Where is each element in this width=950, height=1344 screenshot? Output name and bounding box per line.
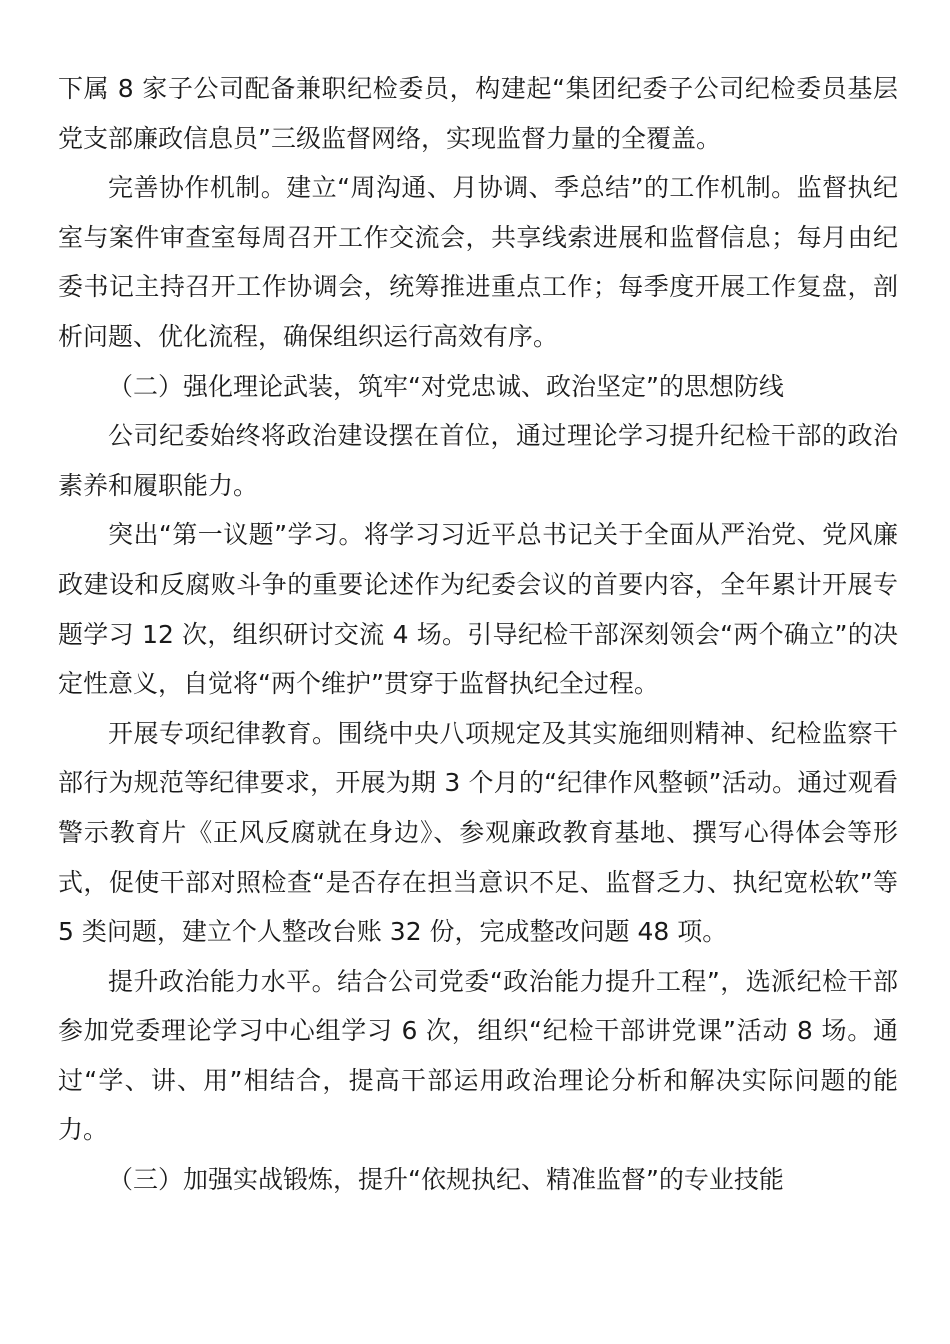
section-heading-3: （三）加强实战锻炼，提升“依规执纪、精准监督”的专业技能	[108, 1165, 784, 1195]
paragraph-discipline-education: 开展专项纪律教育。围绕中央八项规定及其实施细则精神、纪检监察干部行为规范等纪律要求，开展为期 3 个月的“纪律作风整顿”活动。通过观看警示教育片《正风反腐就在身边》、参观廉政教育基地、撰写心得体会等形式，促使干部对照检查“是否存在担当意识不足、监督乏力、执纪宽松软”等 5 类问题，建立个人整改台账 32 份，完成整改问题 48 项。	[58, 718, 898, 947]
paragraph-political-building: 公司纪委始终将政治建设摆在首位，通过理论学习提升纪检干部的政治素养和履职能力。	[58, 421, 898, 500]
paragraph-coordination-mechanism: 完善协作机制。建立“周沟通、月协调、季总结”的工作机制。监督执纪室与案件审查室每周召开工作交流会，共享线索进展和监督信息；每月由纪委书记主持召开工作协调会，统筹推进重点工作；每季度开展工作复盘，剖析问题、优化流程，确保组织运行高效有序。	[58, 173, 898, 351]
paragraph-network: 下属 8 家子公司配备兼职纪检委员，构建起“集团纪委子公司纪检委员基层党支部廉政信息员”三级监督网络，实现监督力量的全覆盖。	[58, 74, 898, 153]
section-heading-2: （二）强化理论武装，筑牢“对党忠诚、政治坚定”的思想防线	[108, 371, 784, 401]
paragraph-political-ability: 提升政治能力水平。结合公司党委“政治能力提升工程”，选派纪检干部参加党委理论学习中心组学习 6 次，组织“纪检干部讲党课”活动 8 场。通过“学、讲、用”相结合，提高干部运用政治理论分析和解决实际问题的能力。	[58, 966, 898, 1145]
paragraph-first-topic-study: 突出“第一议题”学习。将学习习近平总书记关于全面从严治党、党风廉政建设和反腐败斗争的重要论述作为纪委会议的首要内容，全年累计开展专题学习 12 次，组织研讨交流 4 场。引导纪检干部深刻领会“两个确立”的决定性意义，自觉将“两个维护”贯穿于监督执纪全过程。	[58, 520, 898, 699]
document-page	[58, 64, 898, 1205]
